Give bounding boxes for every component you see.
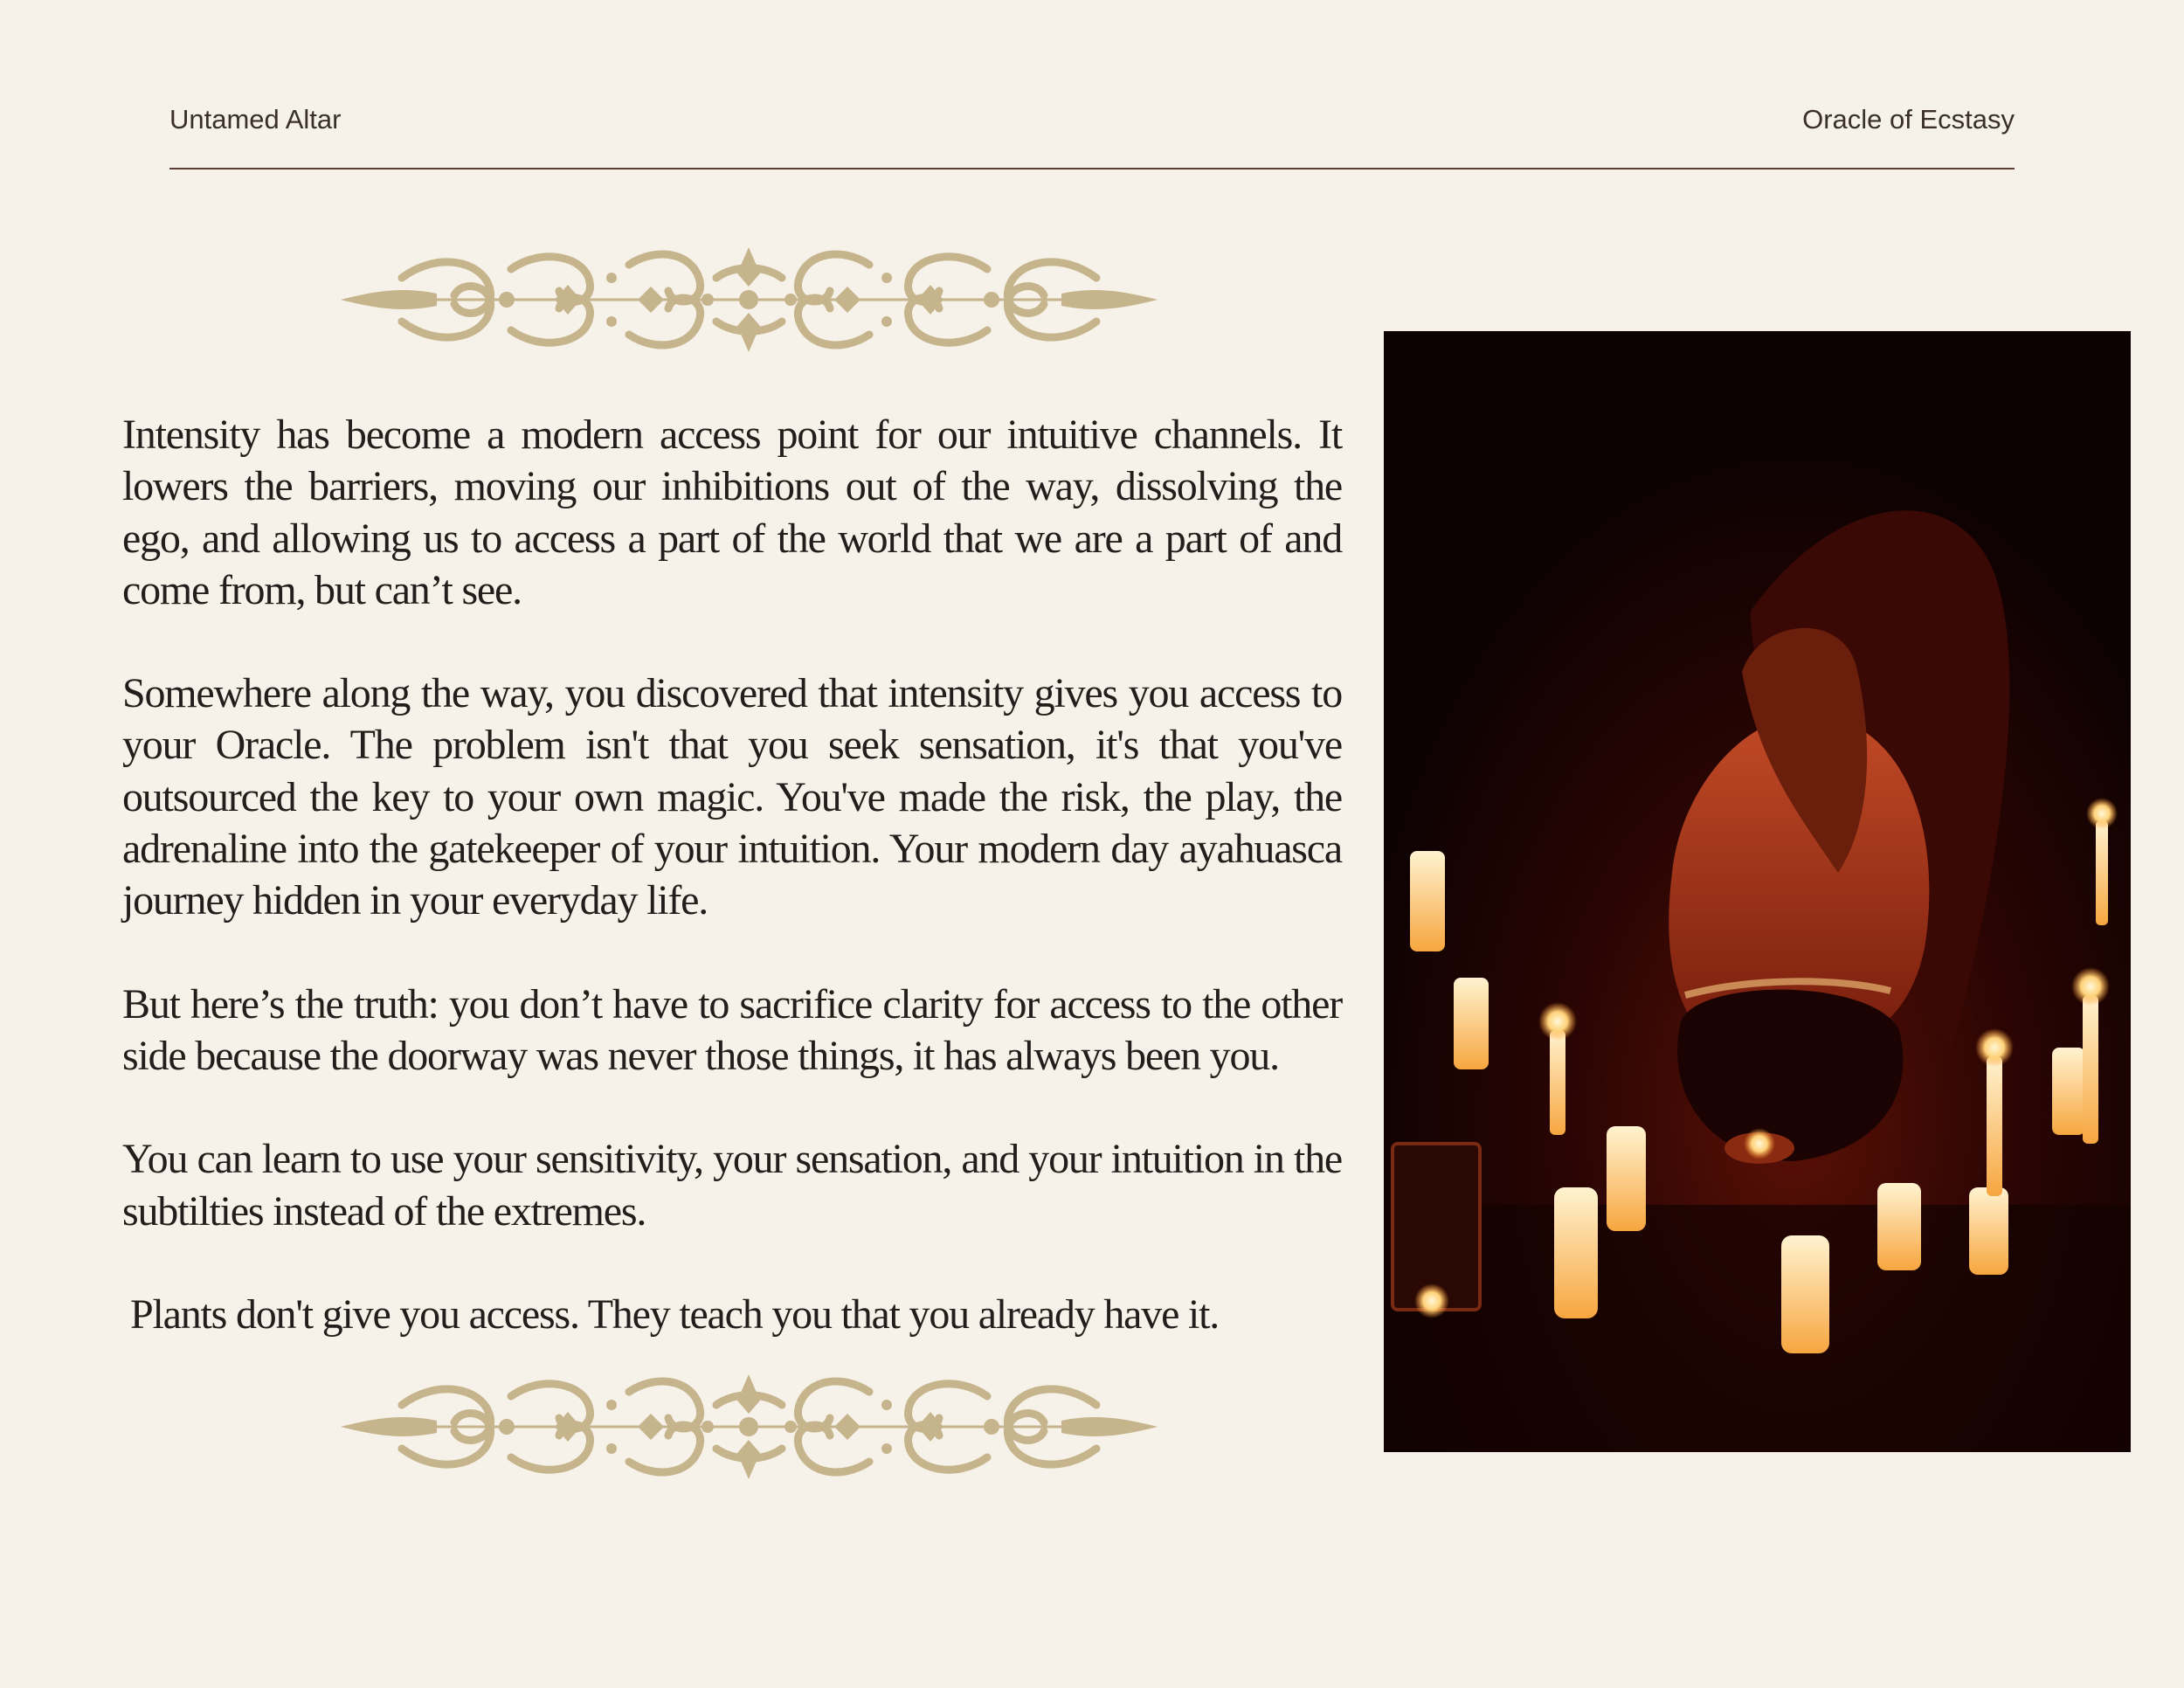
paragraph-2: Somewhere along the way, you discovered that intensity gives you access to your Oracle. The problem isn't that you seek sensation, it's that you've outsourced the key to your own magic. You've made the risk, the play, the adrenaline into the gatekeeper of your intuition. Your modern day ayahuasca journey hidden in your everyday life. bbox=[122, 670, 1342, 924]
paragraph-5: Plants don't give you access. They teach you that you already have it. bbox=[130, 1290, 1220, 1338]
header-divider bbox=[169, 168, 2015, 169]
body-text bbox=[122, 409, 1342, 1392]
paragraph-1: Intensity has become a modern access point for our intuitive channels. It lowers the barriers, moving our inhibitions out of the way, dissolving the ego, and allowing us to access a part of the world that we are a part of and come from, but can’t see. bbox=[122, 412, 1342, 613]
ornament-divider-bottom-icon bbox=[341, 1370, 1158, 1484]
paragraph-4: You can learn to use your sensitivity, your sensation, and your intuition in the subtilties instead of the extremes. bbox=[122, 1136, 1342, 1235]
header-right-title: Oracle of Ecstasy bbox=[1802, 104, 2015, 135]
altar-photo bbox=[1384, 331, 2131, 1452]
header-left-title: Untamed Altar bbox=[169, 104, 342, 135]
paragraph-3: But here’s the truth: you don’t have to sacrifice clarity for access to the other side because the doorway was never those things, it has always been you. bbox=[122, 980, 1342, 1079]
candle-altar-image-icon bbox=[1384, 331, 2131, 1452]
ornament-divider-top-icon bbox=[341, 243, 1158, 356]
